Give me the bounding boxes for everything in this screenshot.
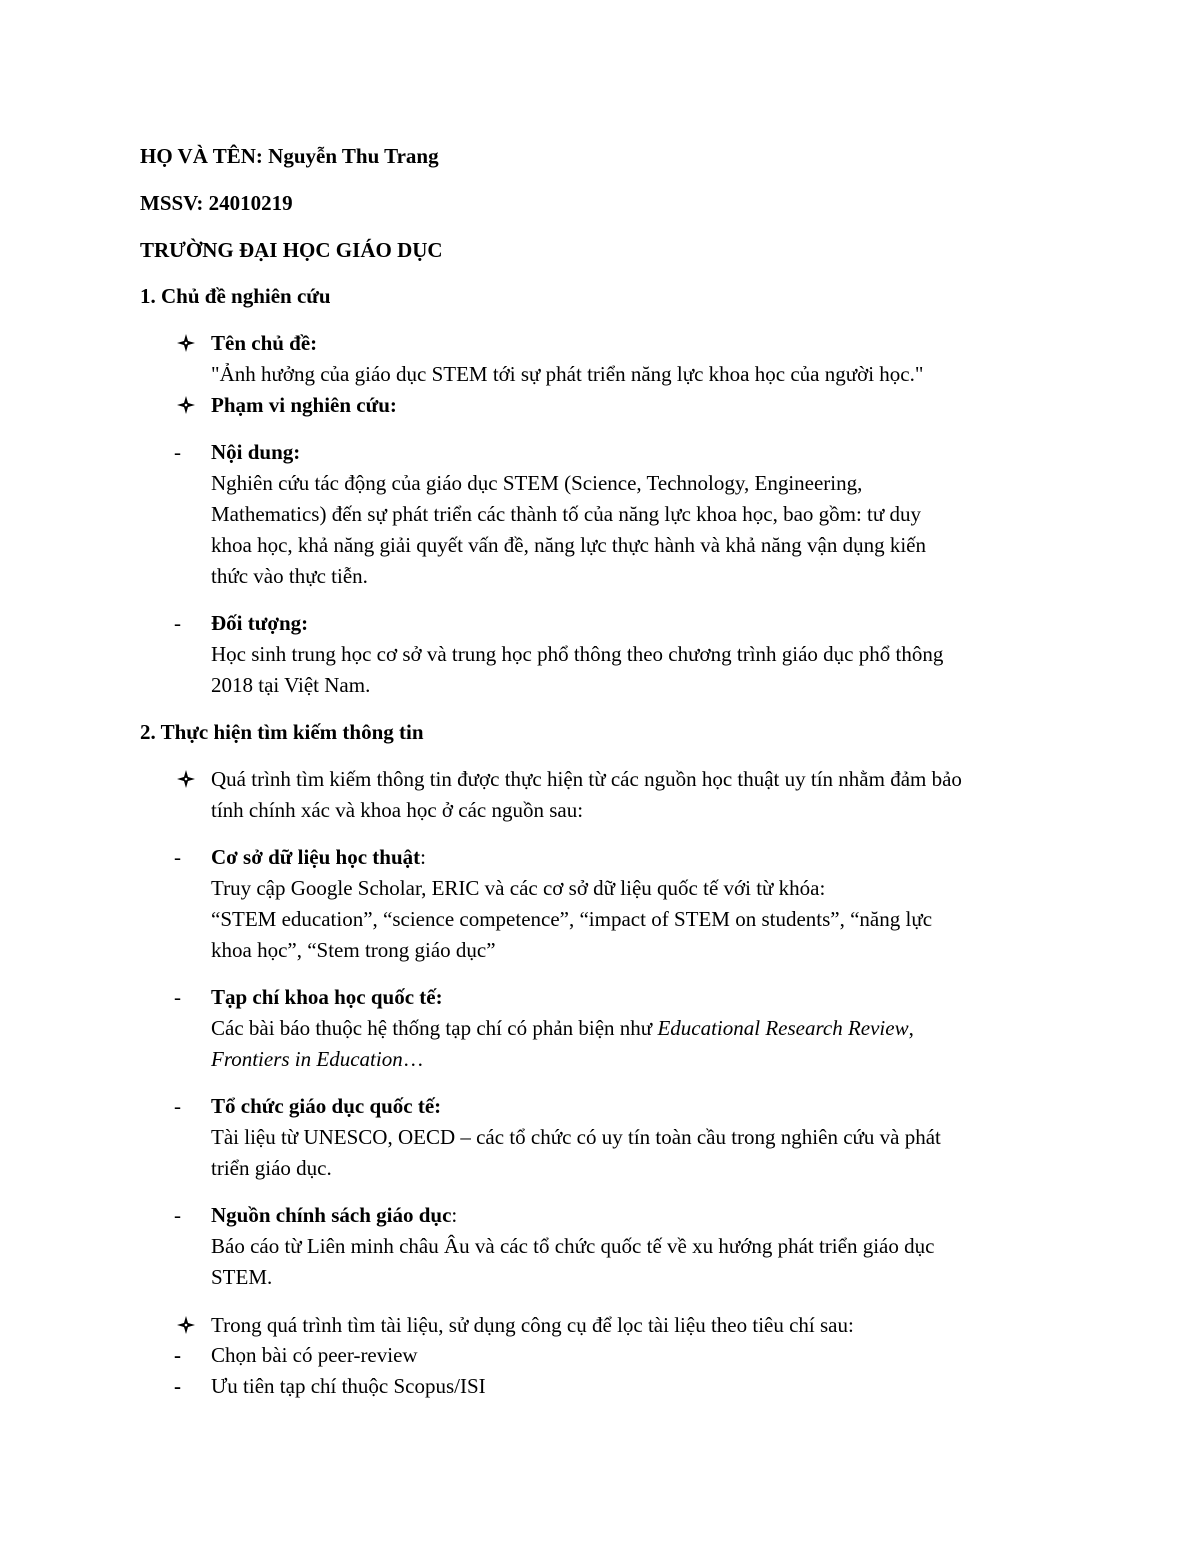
section1-heading: 1. Chủ đề nghiên cứu	[140, 284, 331, 308]
policy-line: Báo cáo từ Liên minh châu Âu và các tổ chức quốc tế về xu hướng phát triển giáo dục	[211, 1234, 935, 1258]
dash-bullet: -	[174, 1343, 181, 1367]
intro-line: tính chính xác và khoa học ở các nguồn sau:	[211, 798, 584, 822]
dash-bullet: -	[174, 611, 181, 635]
policy-heading	[211, 1200, 457, 1230]
db-label: Cơ sở dữ liệu học thuật	[211, 845, 421, 869]
filter-item: Chọn bài có peer-review	[211, 1343, 418, 1367]
content-line: Nghiên cứu tác động của giáo dục STEM (Science, Technology, Engineering,	[211, 471, 863, 495]
filter-intro: Trong quá trình tìm tài liệu, sử dụng công cụ để lọc tài liệu theo tiêu chí sau:	[211, 1313, 854, 1337]
topic-text: "Ảnh hưởng của giáo dục STEM tới sự phát triển năng lực khoa học của người học."	[211, 362, 924, 386]
subject-line: 2018 tại Việt Nam.	[211, 673, 371, 697]
diamond-bullet-icon	[174, 764, 198, 794]
school-name: TRƯỜNG ĐẠI HỌC GIÁO DỤC	[140, 238, 443, 262]
filter-item: Ưu tiên tạp chí thuộc Scopus/ISI	[211, 1374, 486, 1398]
scope-label: Phạm vi nghiên cứu:	[211, 393, 397, 417]
db-colon: :	[420, 845, 426, 869]
journal-line-suffix: ,	[908, 1016, 914, 1040]
org-line: Tài liệu từ UNESCO, OECD – các tổ chức có uy tín toàn cầu trong nghiên cứu và phát	[211, 1125, 941, 1149]
dash-bullet: -	[174, 985, 181, 1009]
content-label: Nội dung:	[211, 440, 301, 464]
db-line: khoa học”, “Stem trong giáo dục”	[211, 938, 496, 962]
section2-heading: 2. Thực hiện tìm kiếm thông tin	[140, 720, 424, 744]
diamond-bullet-icon	[174, 1310, 198, 1340]
journal-label: Tạp chí khoa học quốc tế:	[211, 985, 443, 1009]
student-id: MSSV: 24010219	[140, 191, 293, 215]
journal-line-prefix: Các bài báo thuộc hệ thống tạp chí có phản biện như	[211, 1016, 658, 1040]
subject-label: Đối tượng:	[211, 611, 309, 635]
content-line: thức vào thực tiễn.	[211, 564, 368, 588]
policy-label: Nguồn chính sách giáo dục	[211, 1203, 452, 1227]
student-name: HỌ VÀ TÊN: Nguyễn Thu Trang	[140, 144, 439, 168]
org-label: Tổ chức giáo dục quốc tế:	[211, 1094, 442, 1118]
db-line: “STEM education”, “science competence”, “impact of STEM on students”, “năng lực	[211, 907, 933, 931]
policy-colon: :	[451, 1203, 458, 1227]
org-line: triển giáo dục.	[211, 1156, 332, 1180]
dash-bullet: -	[174, 845, 181, 869]
content-line: khoa học, khả năng giải quyết vấn đề, năng lực thực hành và khả năng vận dụng kiến	[211, 533, 926, 557]
diamond-bullet-icon	[174, 390, 198, 420]
diamond-bullet-icon	[174, 328, 198, 358]
policy-line: STEM.	[211, 1265, 273, 1289]
dash-bullet: -	[174, 1374, 181, 1398]
journal-title: Educational Research Review	[657, 1016, 909, 1040]
db-heading	[211, 842, 426, 872]
topic-label: Tên chủ đề:	[211, 331, 318, 355]
content-line: Mathematics) đến sự phát triển các thành tố của năng lực khoa học, bao gồm: tư duy	[211, 502, 922, 526]
subject-line: Học sinh trung học cơ sở và trung học phổ thông theo chương trình giáo dục phổ thông	[211, 642, 944, 666]
journal-line-suffix: …	[402, 1047, 424, 1071]
intro-line: Quá trình tìm kiếm thông tin được thực hiện từ các nguồn học thuật uy tín nhằm đảm bảo	[211, 767, 962, 791]
journal-title: Frontiers in Education	[211, 1047, 403, 1071]
db-line: Truy cập Google Scholar, ERIC và các cơ sở dữ liệu quốc tế với từ khóa:	[211, 876, 826, 900]
journal-line	[211, 1013, 914, 1043]
dash-bullet: -	[174, 1203, 181, 1227]
dash-bullet: -	[174, 440, 181, 464]
dash-bullet: -	[174, 1094, 181, 1118]
journal-line	[211, 1044, 424, 1074]
